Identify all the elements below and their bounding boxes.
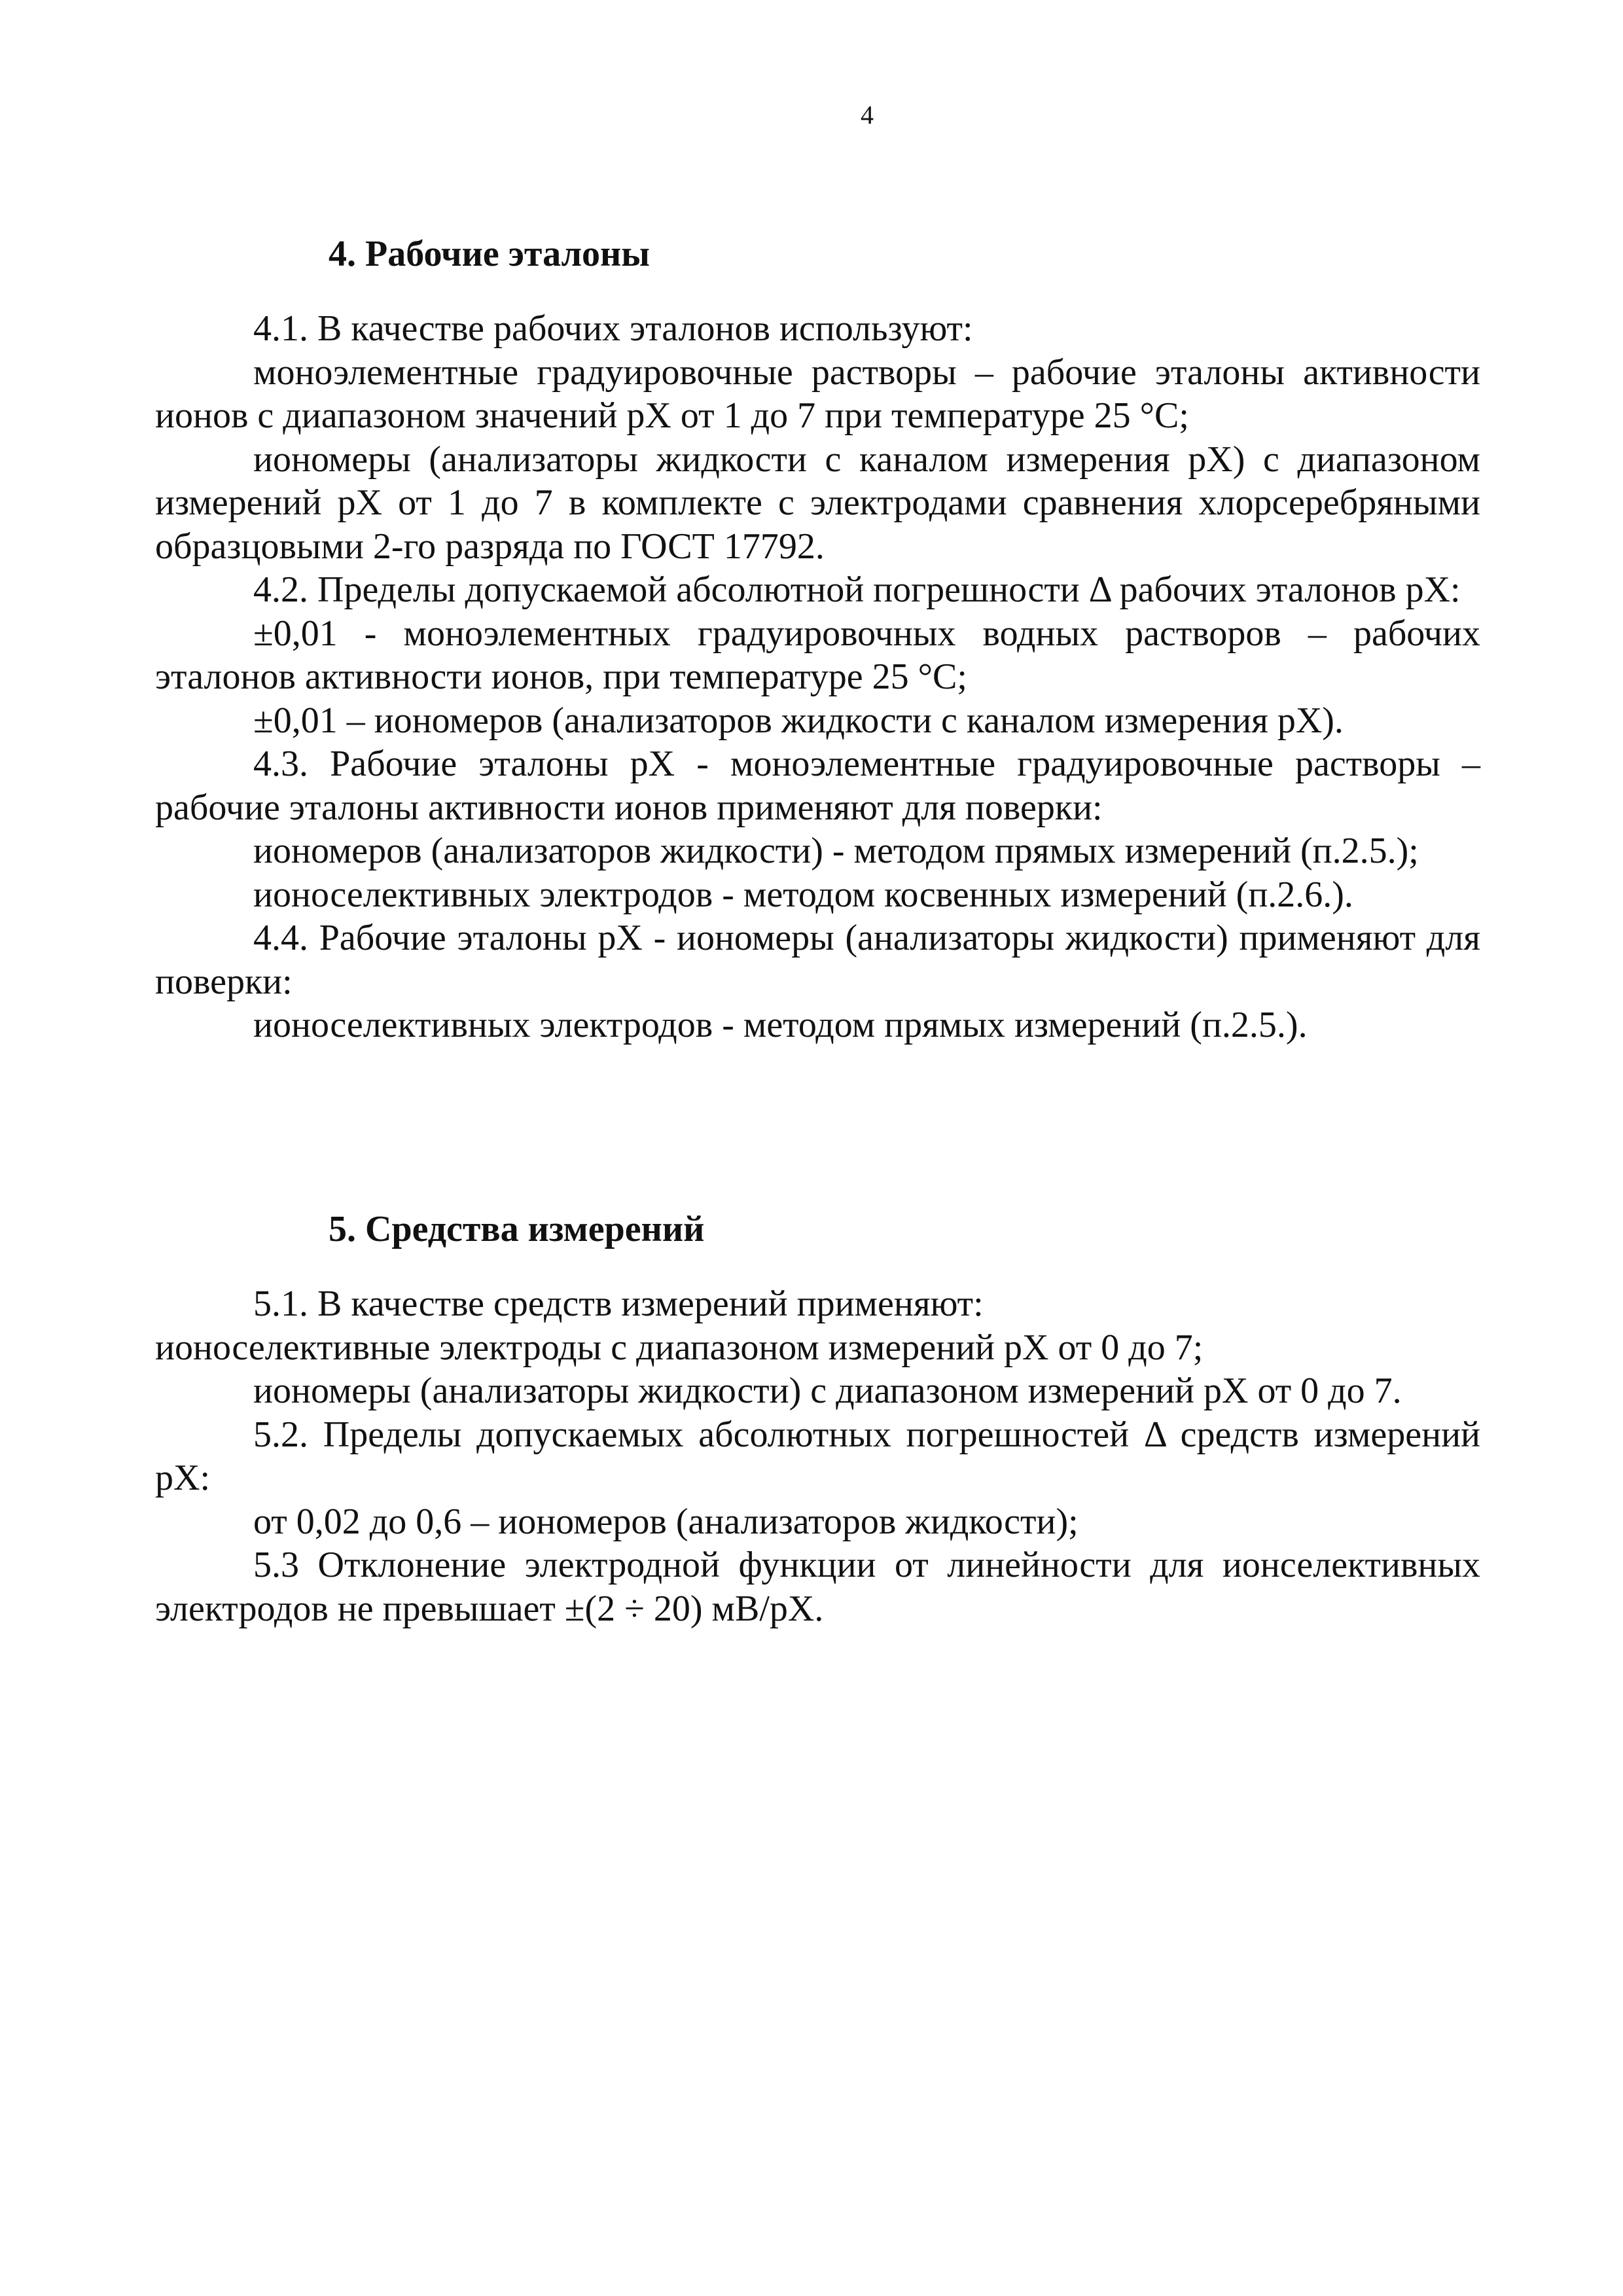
paragraph: ионоселективных электродов - методом косвенных измерений (п.2.6.). — [253, 874, 1353, 915]
paragraph: 5.3 Отклонение электродной функции от линейности для ионселективных электродов не превышает ±(2 ÷ 20) мВ/pX. — [155, 1545, 1480, 1629]
section-working-standards — [155, 232, 1480, 1047]
section-heading: 5. Средства измерений — [329, 1209, 705, 1249]
paragraph: иономеры (анализаторы жидкости) с диапазоном измерений pX от 0 до 7. — [253, 1371, 1402, 1411]
paragraph: 4.4. Рабочие эталоны pX - иономеры (анализаторы жидкости) применяют для поверки: — [155, 918, 1480, 1002]
section-heading: 4. Рабочие эталоны — [329, 234, 651, 274]
paragraph: 5.1. В качестве средств измерений применяют: — [253, 1283, 984, 1324]
paragraph: 4.3. Рабочие эталоны pX - моноэлементные градуировочные растворы – рабочие эталоны активности ионов применяют для поверки: — [155, 744, 1480, 828]
paragraph: моноэлементные градуировочные растворы – рабочие эталоны активности ионов с диапазоном значений pX от 1 до 7 при температуре 25 °С; — [155, 351, 1480, 436]
paragraph: от 0,02 до 0,6 – иономеров (анализаторов жидкости); — [253, 1501, 1079, 1542]
paragraph: ±0,01 - моноэлементных градуировочных водных растворов – рабочих эталонов активности ионов, при температуре 25 °С; — [155, 613, 1480, 697]
paragraph: 4.2. Пределы допускаемой абсолютной погрешности Δ рабочих эталонов pX: — [253, 569, 1461, 610]
paragraph: 4.1. В качестве рабочих эталонов используют: — [253, 308, 973, 349]
paragraph: ±0,01 – иономеров (анализаторов жидкости с каналом измерения pX). — [253, 700, 1344, 741]
section-measuring-instruments — [155, 1208, 1480, 1630]
paragraph: ионоселективные электроды с диапазоном измерений pX от 0 до 7; — [155, 1327, 1204, 1368]
page-number: 4 — [861, 100, 874, 130]
paragraph: 5.2. Пределы допускаемых абсолютных погрешностей Δ средств измерений pX: — [155, 1414, 1480, 1498]
paragraph: ионоселективных электродов - методом прямых измерений (п.2.5.). — [253, 1005, 1308, 1045]
paragraph: иономеров (анализаторов жидкости) - методом прямых измерений (п.2.5.); — [253, 831, 1419, 871]
paragraph: иономеры (анализаторы жидкости с каналом измерения pX) с диапазоном измерений pX от 1 до 7 в комплекте с электродами сравнения хлорсеребряными образцовыми 2-го разряда по ГОСТ 17792. — [155, 439, 1480, 567]
